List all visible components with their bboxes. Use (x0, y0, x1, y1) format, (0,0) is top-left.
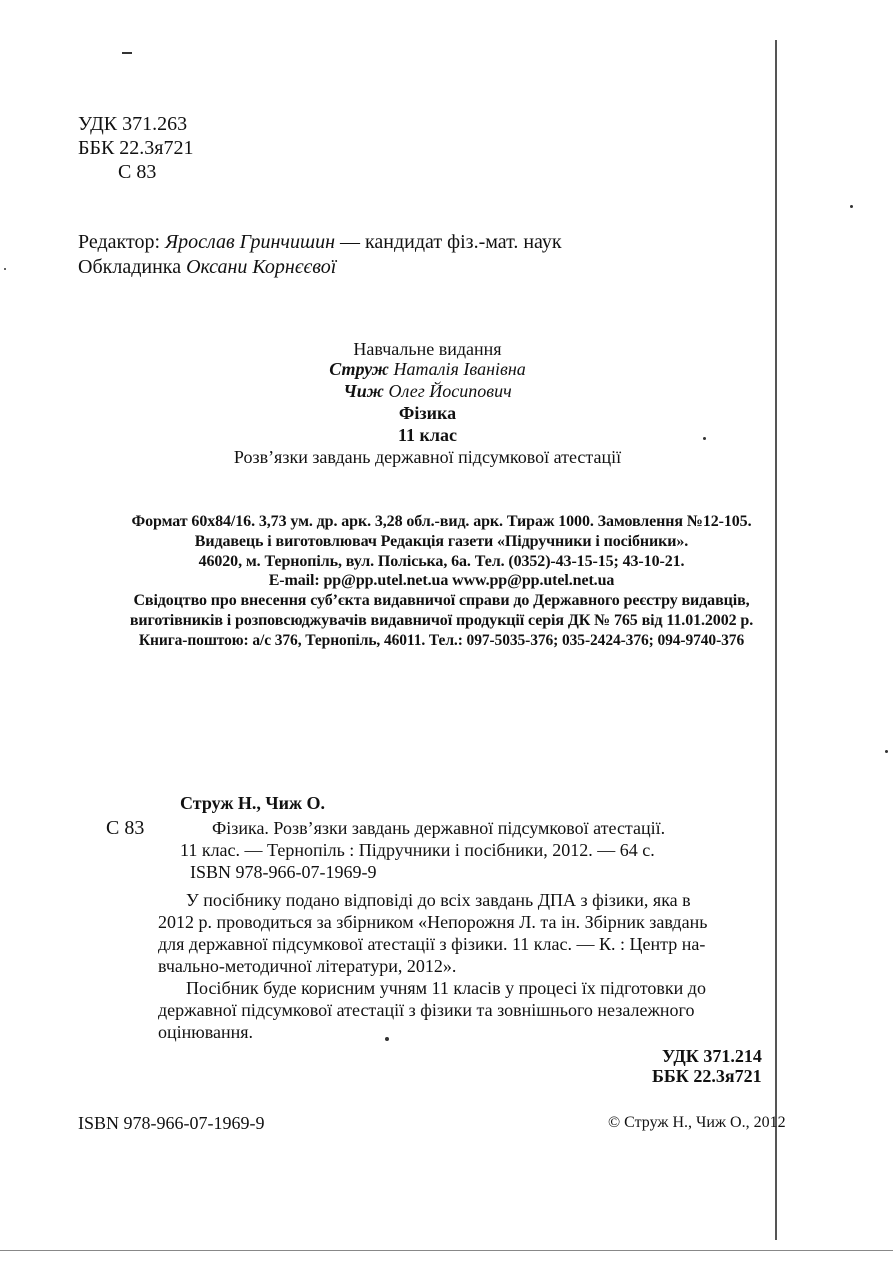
scan-bottom-line (0, 1250, 893, 1251)
abstract-p1-l1: У посібнику подано відповіді до всіх завдань ДПА з фізики, яка в (186, 890, 691, 910)
abstract-p2-l2: державної підсумкової атестації з фізики та зовнішнього незалежного (158, 1000, 695, 1020)
edition-subtitle: Розв’язки завдань державної підсумкової атестації (233, 447, 622, 467)
editor-label: Редактор: (78, 231, 166, 253)
scan-speck (885, 750, 888, 753)
author2 (240, 381, 615, 402)
catalog-author-mark: С 83 (106, 817, 145, 839)
cover-line (78, 256, 336, 279)
abstract-p1-l2: 2012 р. проводиться за збірником «Непорожня Л. та ін. Збірник завдань (158, 912, 708, 932)
abstract-p1-l3: для державної підсумкової атестації з фізики. 11 клас. — К. : Центр на- (158, 934, 706, 954)
abstract-p2-l3: оцінювання. (158, 1022, 254, 1042)
editor-title: — кандидат фіз.-мат. наук (335, 231, 562, 253)
imprint-email: E-mail: pp@pp.utel.net.ua www.pp@pp.utel.net.ua (268, 572, 615, 589)
cover-name: Оксани Корнєєвої (186, 256, 337, 278)
scan-mark (122, 52, 132, 54)
catalog-udk: УДК 371.214 (662, 1046, 762, 1066)
author2-rest: Олег Йосипович (383, 381, 512, 401)
imprint-certificate-1: Свідоцтво про внесення суб’єкта видавничої справи до Державного реєстру видавців, (133, 592, 750, 609)
footer-isbn: ISBN 978-966-07-1969-9 (78, 1113, 265, 1133)
udk-code: УДК 371.263 (78, 113, 188, 135)
catalog-authors: Струж Н., Чиж О. (180, 793, 326, 813)
imprint-format: Формат 60х84/16. 3,73 ум. др. арк. 3,28 обл.-вид. арк. Тираж 1000. Замовлення №12-105. (131, 513, 752, 530)
scan-speck (703, 437, 706, 440)
author2-surname: Чиж (343, 381, 384, 401)
subject-title: Фізика (398, 403, 457, 423)
bbk-code: ББК 22.3я721 (78, 137, 194, 159)
footer-copyright: © Струж Н., Чиж О., 2012 (608, 1114, 786, 1131)
imprint-certificate-2: виготівників і розповсюджувачів видавничої продукції серія ДК № 765 від 11.01.2002 р. (129, 612, 754, 629)
author1-rest: Наталія Іванівна (388, 359, 526, 379)
imprint-publisher: Видавець і виготовлювач Редакція газети «Підручники і посібники». (194, 533, 689, 550)
author1 (240, 359, 615, 380)
catalog-desc-line1: Фізика. Розв’язки завдань державної підсумкової атестації. (212, 818, 666, 838)
catalog-isbn: ISBN 978-966-07-1969-9 (190, 862, 377, 882)
imprint-mail-order: Книга-поштою: а/с 376, Тернопіль, 46011. Тел.: 097-5035-376; 035-2424-376; 094-9740-376 (138, 632, 745, 649)
abstract-p2-l1: Посібник буде корисним учням 11 класів у процесі їх підготовки до (186, 978, 706, 998)
scan-speck (4, 268, 6, 270)
edition-type: Навчальне видання (353, 339, 502, 359)
catalog-bbk: ББК 22.3я721 (652, 1066, 762, 1086)
scan-speck (850, 205, 853, 208)
abstract-p1-l4: вчально-методичної літератури, 2012». (158, 956, 457, 976)
editor-name: Ярослав Гринчишин (165, 231, 335, 253)
cover-label: Обкладинка (78, 256, 187, 278)
author-mark: С 83 (118, 161, 157, 183)
grade-title: 11 клас (398, 425, 457, 445)
catalog-desc-line2: 11 клас. — Тернопіль : Підручники і посібники, 2012. — 64 с. (180, 840, 655, 860)
author1-surname: Струж (329, 359, 389, 379)
imprint-address: 46020, м. Тернопіль, вул. Поліська, 6а. Тел. (0352)-43-15-15; 43-10-21. (198, 553, 685, 570)
scan-speck (385, 1037, 389, 1041)
editor-line (78, 231, 562, 254)
